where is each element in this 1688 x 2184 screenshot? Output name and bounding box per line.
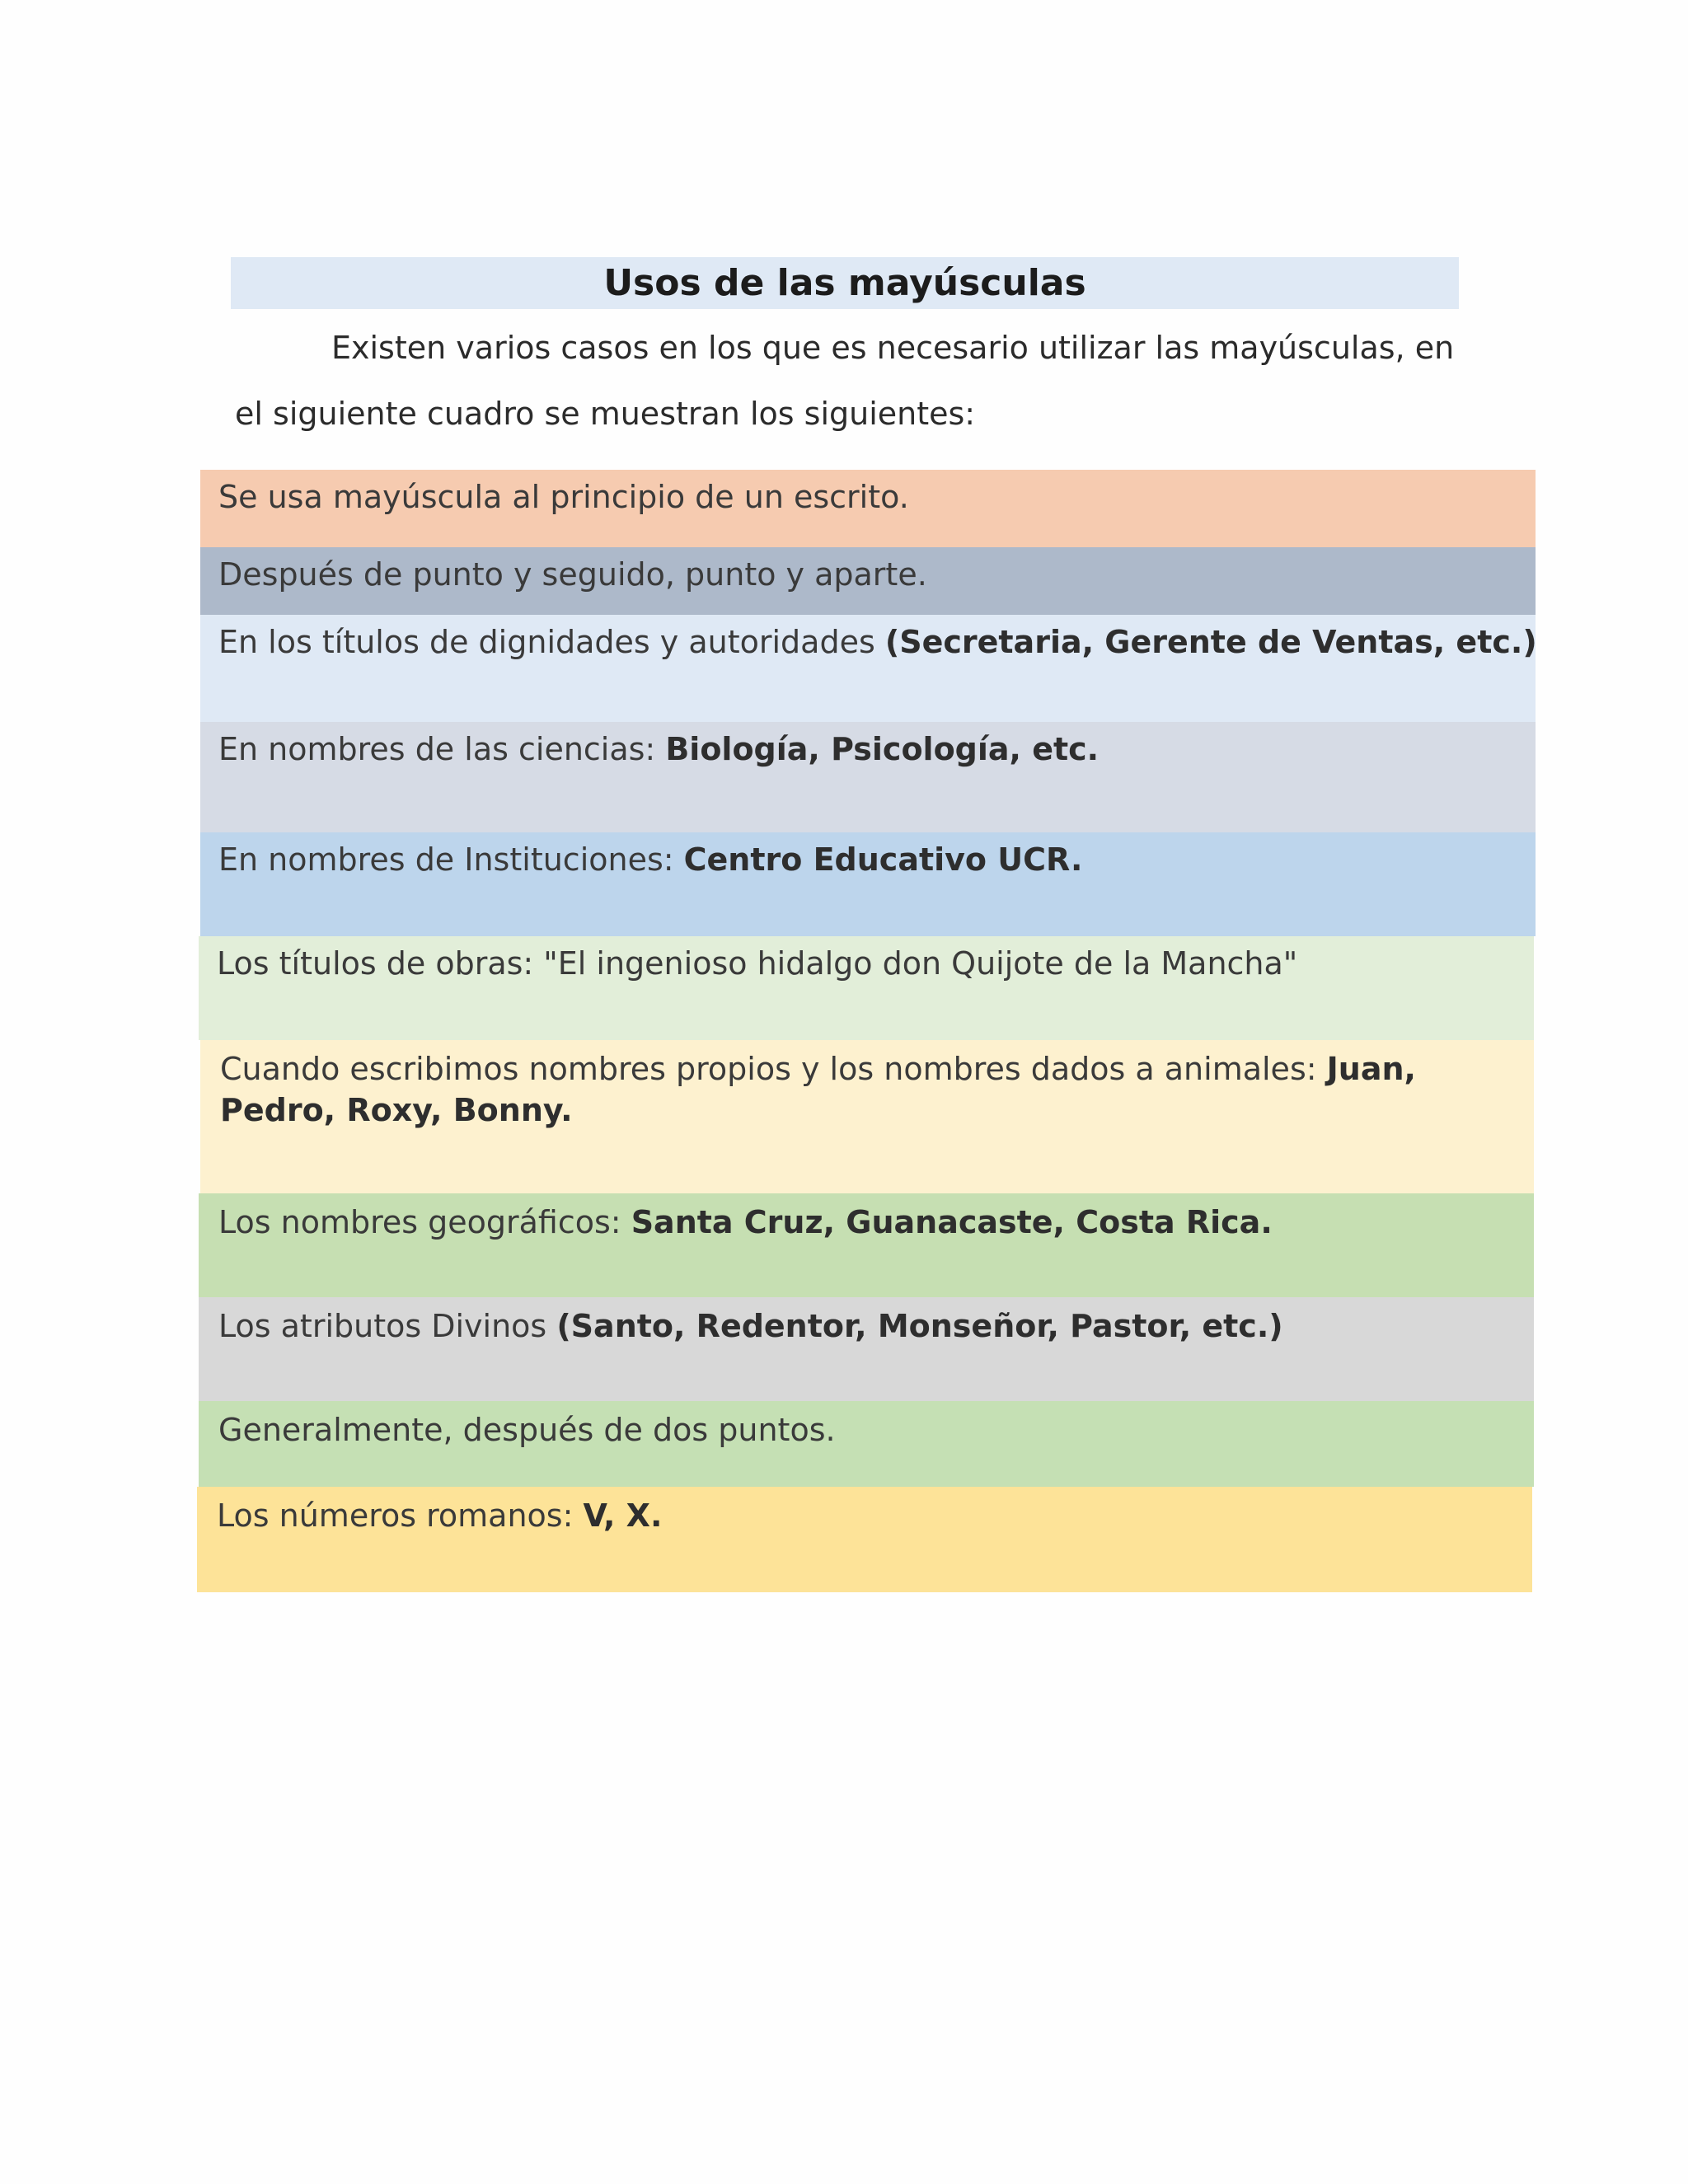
rule-text: Cuando escribimos nombres propios y los nombres dados a animales: Juan, Pedro, Roxy, Bonny.: [220, 1051, 1416, 1128]
rule-text: Los atributos Divinos (Santo, Redentor, Monseñor, Pastor, etc.): [218, 1308, 1283, 1344]
rule-text: Se usa mayúscula al principio de un escrito.: [218, 479, 909, 515]
rule-row: [200, 1040, 1534, 1193]
rule-row: [200, 470, 1536, 547]
rule-row: [200, 722, 1536, 832]
rule-text: Después de punto y seguido, punto y aparte.: [218, 556, 927, 593]
rule-text: En nombres de las ciencias: Biología, Psicología, etc.: [218, 731, 1100, 767]
rule-row: [200, 832, 1536, 936]
rule-row: [200, 547, 1536, 615]
rule-text: Generalmente, después de dos puntos.: [218, 1412, 836, 1448]
rule-row: [199, 1401, 1534, 1487]
rule-row: [200, 615, 1536, 722]
rule-text: Los títulos de obras: "El ingenioso hidalgo don Quijote de la Mancha": [217, 945, 1298, 982]
intro-line-2: el siguiente cuadro se muestran los siguientes:: [235, 396, 976, 432]
rule-row: [199, 1297, 1534, 1401]
rule-text: En los títulos de dignidades y autoridades (Secretaria, Gerente de Ventas, etc.): [218, 624, 1537, 660]
rule-text: Los nombres geográficos: Santa Cruz, Guanacaste, Costa Rica.: [218, 1204, 1273, 1240]
rule-text: Los números romanos: V, X.: [217, 1497, 663, 1534]
rule-row: [199, 1193, 1534, 1297]
rule-row: [197, 1487, 1532, 1592]
intro-line-1: Existen varios casos en los que es necesario utilizar las mayúsculas, en: [331, 330, 1455, 366]
rule-row: [199, 936, 1534, 1040]
rule-text: En nombres de Instituciones: Centro Educativo UCR.: [218, 841, 1083, 878]
page-title: Usos de las mayúsculas: [231, 257, 1459, 309]
